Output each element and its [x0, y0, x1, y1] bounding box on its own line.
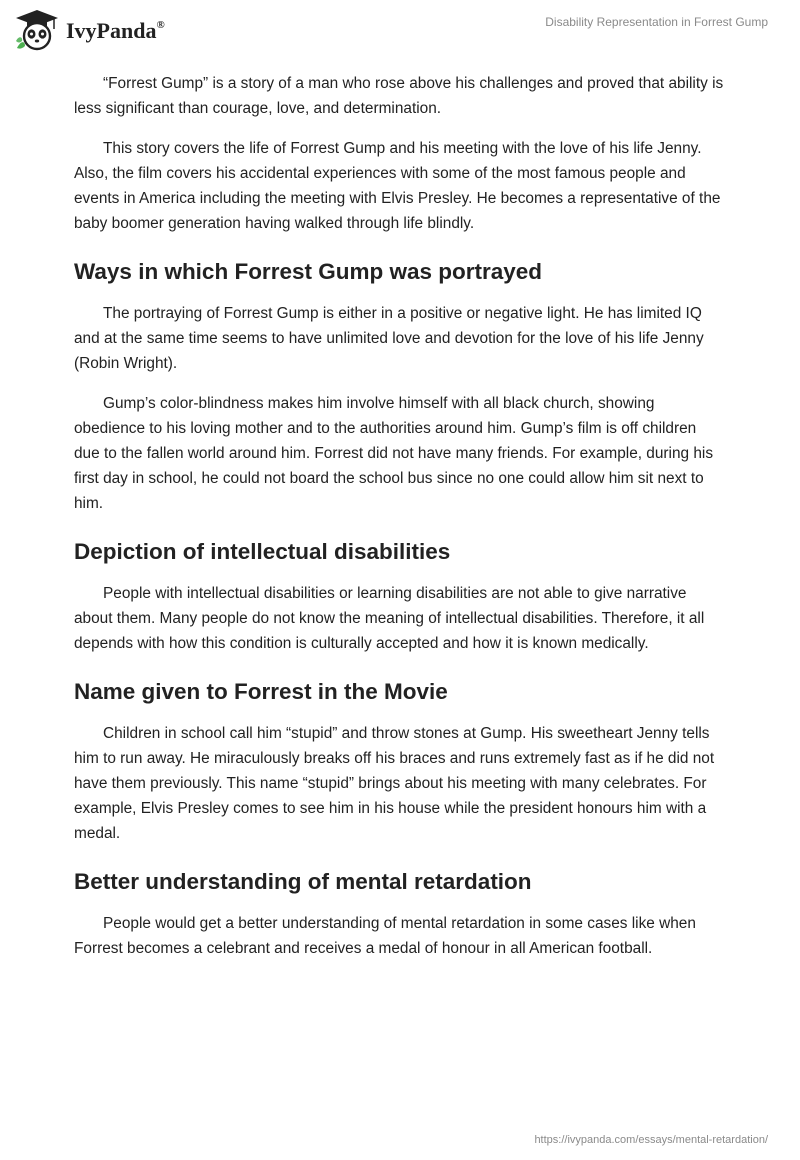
- section-paragraph: The portraying of Forrest Gump is either in a positive or negative light. He has limited IQ and at the same time seems to have unlimited love and devotion for the love of his life Jenny (Robin Wright).: [74, 305, 704, 372]
- section-heading: Better understanding of mental retardation: [74, 869, 532, 894]
- section-heading: Name given to Forrest in the Movie: [74, 679, 448, 704]
- section-heading: Ways in which Forrest Gump was portrayed: [74, 259, 543, 284]
- intro-paragraph: This story covers the life of Forrest Gump and his meeting with the love of his life Jenny. Also, the film covers his accidental experiences with some of the most famous people and events in America including the meeting with Elvis Presley. He becomes a representative of the baby boomer generation having walked through life blindly.: [74, 140, 721, 232]
- intro-paragraph: “Forrest Gump” is a story of a man who rose above his challenges and proved that ability is less significant than courage, love, and determination.: [74, 75, 724, 117]
- section-paragraph: People with intellectual disabilities or learning disabilities are not able to give narrative about them. Many people do not know the meaning of intellectual disabilities. Therefore, it all depends with how this condition is culturally accepted and how it is known medically.: [74, 585, 705, 652]
- brand-name: IvyPanda®: [66, 18, 165, 43]
- page-header: [0, 0, 800, 60]
- essay-content: [74, 71, 724, 976]
- logo[interactable]: [14, 8, 165, 52]
- section-paragraph: Children in school call him “stupid” and throw stones at Gump. His sweetheart Jenny tells him to run away. He miraculously breaks off his braces and runs extremely fast as if he did not have them previously. This name “stupid” brings about his meeting with many celebrates. For example, Elvis Presley comes to see him in his house while the president honours him with a medal.: [74, 725, 715, 842]
- panda-logo-icon: [14, 8, 60, 52]
- document-title: Disability Representation in Forrest Gump: [545, 15, 768, 29]
- source-url[interactable]: https://ivypanda.com/essays/mental-retardation/: [534, 1134, 768, 1146]
- section-paragraph: People would get a better understanding of mental retardation in some cases like when Forrest becomes a celebrant and receives a medal of honour in all American football.: [74, 915, 696, 957]
- section-heading: Depiction of intellectual disabilities: [74, 539, 451, 564]
- section-paragraph: Gump’s color-blindness makes him involve himself with all black church, showing obedience to his loving mother and to the authorities around him. Gump’s film is off children due to the fallen world around him. Forrest did not have many friends. For example, during his first day in school, he could not board the school bus since no one could allow him sit next to him.: [74, 395, 714, 512]
